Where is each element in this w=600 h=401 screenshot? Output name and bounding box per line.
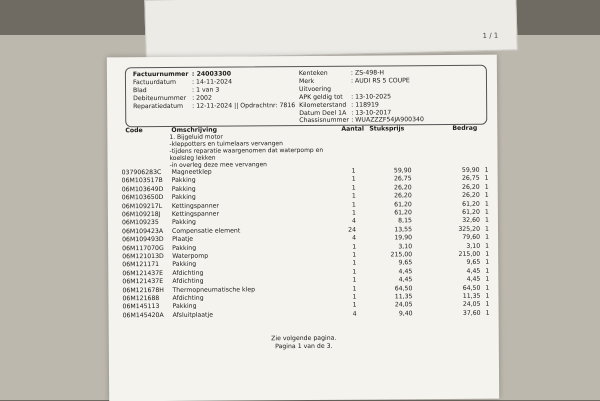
item-unit-price: 24,05: [394, 301, 413, 309]
item-amount: 325,20: [458, 225, 481, 233]
item-vat-code: 1: [484, 225, 489, 233]
item-amount: 26,75: [461, 175, 480, 183]
item-vat-code: 1: [485, 309, 490, 317]
item-vat-code: 1: [485, 275, 490, 283]
factuurnummer-label: Factuurnummer: [132, 70, 189, 79]
apk-value: : 13-10-2025: [351, 93, 392, 101]
item-amount: 215,00: [458, 250, 481, 258]
item-quantity: 1: [351, 176, 356, 184]
item-code: 06M145113: [122, 303, 160, 311]
item-amount: 61,20: [462, 200, 480, 208]
description-line: -kleppotters en tuimelaars vervangen: [169, 140, 283, 148]
item-amount: 37,60: [462, 309, 481, 317]
item-quantity: 1: [351, 192, 356, 200]
item-description: Pakking: [172, 244, 197, 252]
apk-label: APK geldig tot: [299, 93, 343, 102]
description-line: 1. Bijgeluid motor: [169, 133, 223, 141]
description-line: -tijdens reparatie waargenomen dat waterpomp en: [169, 146, 324, 155]
item-vat-code: 1: [484, 183, 489, 191]
column-stuksprijs: Stuksprijs: [369, 125, 405, 133]
item-code: 06M103517B: [121, 177, 163, 185]
item-description: Magneetklep: [171, 168, 212, 176]
item-description: Pakking: [171, 177, 196, 185]
item-description: Waterpomp: [172, 252, 209, 260]
item-unit-price: 26,20: [394, 192, 412, 200]
factuurdatum-label: Factuurdatum: [132, 78, 176, 87]
item-amount: 11,35: [462, 292, 481, 300]
footer-page-count: Pagina 1 van de 3.: [275, 342, 333, 351]
item-code: 06M109218J: [121, 210, 161, 219]
item-quantity: 1: [352, 243, 357, 251]
item-vat-code: 1: [484, 166, 489, 174]
kilometerstand-label: Kilometerstand: [299, 101, 347, 110]
item-vat-code: 1: [484, 217, 489, 225]
item-vat-code: 1: [484, 175, 489, 183]
item-code: 06M121013D: [122, 252, 164, 261]
item-description: Kettingspanner: [171, 202, 219, 210]
merk-value: : AUDI RS 5 COUPE: [350, 77, 410, 85]
item-quantity: 1: [351, 184, 356, 192]
uitvoering-label: Uitvoering: [299, 85, 332, 94]
item-vat-code: 1: [485, 233, 490, 241]
column-aantal: Aantal: [341, 125, 364, 133]
item-quantity: 4: [351, 218, 356, 226]
item-unit-price: 4,45: [398, 276, 413, 284]
item-description: Thermopneumatische klep: [172, 285, 256, 294]
item-amount: 4,45: [466, 267, 481, 275]
blad-value: : 1 van 3: [192, 86, 220, 94]
item-amount: 26,20: [461, 183, 480, 191]
item-quantity: 1: [351, 209, 356, 217]
item-vat-code: 1: [484, 191, 489, 199]
item-amount: 4,45: [466, 275, 481, 284]
item-code: 06M109235: [121, 219, 159, 227]
item-amount: 24,05: [462, 301, 481, 309]
item-code: 06M121437E: [122, 278, 164, 286]
item-vat-code: 1: [485, 259, 490, 267]
factuurdatum-value: : 14-11-2024: [191, 78, 233, 86]
item-vat-code: 1: [485, 267, 490, 275]
item-description: Afdichting: [172, 269, 204, 277]
item-code: 06M121688: [122, 295, 160, 303]
merk-label: Merk: [298, 77, 315, 86]
item-unit-price: 11,35: [394, 293, 413, 301]
background-document: [144, 0, 517, 60]
item-quantity: 1: [352, 276, 357, 284]
item-amount: 9,65: [466, 259, 481, 267]
item-vat-code: 1: [485, 242, 490, 250]
item-amount: 26,20: [462, 191, 480, 200]
item-unit-price: 61,20: [394, 209, 412, 217]
invoice-receipt: [107, 55, 499, 401]
item-code: 037906283C: [121, 168, 162, 177]
chassisnummer-value: : WUAZZZF54JA900340: [351, 116, 424, 124]
debiteurnummer-value: : 2002: [192, 94, 212, 102]
reparatiedatum-label: Reparatiedatum: [133, 102, 184, 111]
item-quantity: 1: [352, 268, 357, 276]
item-unit-price: 26,20: [393, 184, 412, 192]
description-line: koelsleg lekken: [169, 154, 216, 162]
item-quantity: 1: [351, 167, 356, 175]
item-description: Pakking: [171, 185, 196, 193]
item-unit-price: 3,10: [398, 242, 413, 250]
item-amount: 79,60: [462, 233, 481, 242]
item-amount: 59,90: [461, 166, 480, 174]
item-quantity: 1: [352, 251, 357, 259]
item-amount: 32,60: [462, 217, 480, 225]
table-row: [109, 309, 499, 321]
item-vat-code: 1: [485, 301, 490, 309]
column-omschrijving: Omschrijving: [171, 126, 218, 134]
item-code: 06M145420A: [122, 311, 164, 320]
item-unit-price: 59,90: [393, 167, 412, 175]
item-unit-price: 9,40: [398, 310, 413, 318]
item-vat-code: 1: [485, 292, 490, 300]
item-vat-code: 1: [484, 208, 489, 216]
item-quantity: 1: [352, 293, 357, 301]
work-description: [169, 133, 323, 169]
item-description: Pakking: [172, 261, 197, 269]
item-description: Plaatje: [172, 235, 194, 244]
debiteurnummer-label: Debiteurnummer: [133, 94, 187, 103]
item-vat-code: 1: [485, 250, 490, 258]
item-unit-price: 26,75: [393, 175, 412, 183]
item-description: Compensatie element: [171, 227, 241, 235]
item-vat-code: 1: [485, 284, 490, 292]
reparatiedatum-value: : 12-11-2024 || Opdrachtnr: 7816: [192, 102, 296, 110]
item-code: 06M117070G: [122, 244, 164, 252]
item-unit-price: 4,45: [398, 268, 413, 276]
item-description: Pakking: [172, 303, 197, 311]
item-code: 06M109217L: [121, 202, 163, 210]
item-code: 06M121171: [122, 261, 160, 269]
kenteken-label: Kenteken: [298, 69, 328, 78]
blad-label: Blad: [133, 87, 147, 95]
item-quantity: 1: [352, 302, 357, 310]
item-code: 06M109423A: [121, 227, 164, 236]
chassisnummer-label: Chassisnummer: [299, 116, 349, 125]
column-bedrag: Bedrag: [452, 124, 478, 132]
column-code: Code: [125, 127, 143, 135]
item-quantity: 1: [352, 285, 357, 293]
item-description: Afsluitplaatje: [172, 311, 214, 319]
item-unit-price: 61,20: [394, 200, 412, 208]
item-code: 06M121678H: [122, 286, 164, 294]
item-code: 06M109493D: [122, 236, 164, 244]
item-code: 06M103649D: [121, 185, 164, 194]
item-unit-price: 9,65: [398, 259, 413, 267]
item-unit-price: 13,55: [394, 226, 413, 234]
item-description: Kettingspanner: [171, 210, 220, 218]
item-description: Afdichting: [172, 277, 204, 286]
item-unit-price: 19,90: [394, 234, 413, 242]
item-quantity: 4: [352, 234, 357, 242]
item-vat-code: 1: [484, 200, 489, 208]
item-unit-price: 8,15: [398, 217, 412, 225]
background-page-number: 1 / 1: [482, 31, 499, 41]
item-description: Pakking: [171, 193, 196, 202]
description-line: -in overleg deze mee vervangen: [169, 161, 268, 169]
item-quantity: 1: [351, 201, 356, 209]
item-quantity: 1: [352, 260, 357, 268]
item-quantity: 4: [352, 310, 357, 318]
item-code: 06M103650D: [121, 194, 164, 202]
item-amount: 61,20: [462, 208, 480, 216]
item-amount: 3,10: [466, 242, 481, 250]
datum-deel1a-value: : 13-10-2017: [351, 109, 392, 117]
item-unit-price: 215,00: [390, 251, 413, 259]
item-code: 06M121437E: [122, 269, 164, 278]
item-unit-price: 64,50: [394, 284, 413, 292]
kenteken-value: : ZS-498-H: [350, 69, 385, 77]
factuurnummer-value: : 24003300: [191, 70, 232, 78]
datum-deel1a-label: Datum Deel 1A: [299, 109, 347, 118]
item-quantity: 24: [348, 226, 357, 234]
item-description: Pakking: [171, 219, 196, 227]
item-amount: 64,50: [462, 284, 481, 292]
kilometerstand-value: : 118919: [351, 101, 379, 109]
footer-next-page: Zie volgende pagina.: [271, 334, 337, 343]
item-description: Afdichting: [172, 294, 204, 302]
